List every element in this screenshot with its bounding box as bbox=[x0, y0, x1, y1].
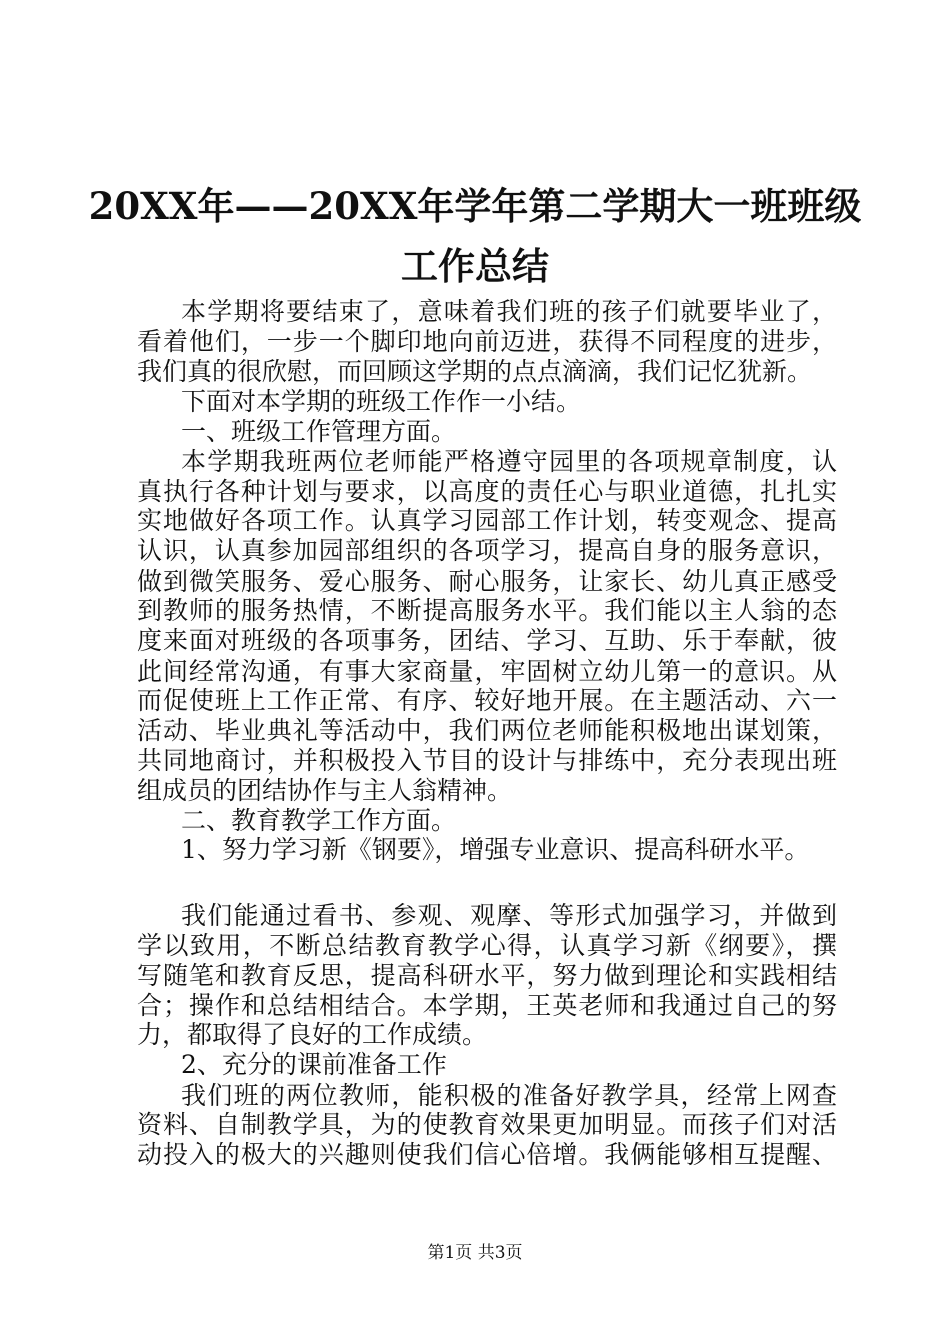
body-line: 动投入的极大的兴趣则使我们信心倍增。我俩能够相互提醒、 bbox=[137, 1140, 837, 1169]
body-line: 我们能通过看书、参观、观摩、等形式加强学习，并做到 bbox=[181, 901, 837, 930]
body-line: 我们真的很欣慰，而回顾这学期的点点滴滴，我们记忆犹新。 bbox=[137, 357, 813, 386]
section-heading: 一、班级工作管理方面。 bbox=[181, 417, 457, 446]
body-line: 共同地商讨，并积极投入节目的设计与排练中，充分表现出班 bbox=[137, 746, 837, 775]
body-line: 力，都取得了良好的工作成绩。 bbox=[137, 1020, 488, 1049]
body-line: 本学期我班两位老师能严格遵守园里的各项规章制度，认 bbox=[181, 447, 837, 476]
body-line: 合；操作和总结相结合。本学期，王英老师和我通过自己的努 bbox=[137, 991, 837, 1020]
body-line: 看着他们，一步一个脚印地向前迈进，获得不同程度的进步， bbox=[137, 327, 837, 356]
body-line: 认识，认真参加园部组织的各项学习，提高自身的服务意识， bbox=[137, 536, 837, 565]
body-line: 我们班的两位教师，能积极的准备好教学具，经常上网查 bbox=[181, 1081, 837, 1110]
body-line: 资料、自制教学具，为的使教育效果更加明显。而孩子们对活 bbox=[137, 1110, 837, 1139]
body-line: 学以致用，不断总结教育教学心得，认真学习新《纲要》，撰 bbox=[137, 931, 837, 960]
subsection-heading: 2、充分的课前准备工作 bbox=[181, 1050, 447, 1079]
body-line: 实地做好各项工作。认真学习园部工作计划，转变观念、提高 bbox=[137, 506, 837, 535]
body-line: 真执行各种计划与要求，以高度的责任心与职业道德，扎扎实 bbox=[137, 477, 837, 506]
page-footer: 第1页 共3页 bbox=[427, 1243, 523, 1263]
body-line: 下面对本学期的班级工作作一小结。 bbox=[181, 387, 582, 416]
body-line: 本学期将要结束了，意味着我们班的孩子们就要毕业了， bbox=[181, 297, 837, 326]
body-line: 到教师的服务热情，不断提高服务水平。我们能以主人翁的态 bbox=[137, 596, 837, 625]
document-title-line-2: 工作总结 bbox=[401, 244, 549, 288]
body-line: 度来面对班级的各项事务，团结、学习、互助、乐于奉献，彼 bbox=[137, 626, 837, 655]
document-title-line-1: 20XX年——20XX年学年第二学期大一班班级 bbox=[88, 184, 862, 228]
body-line: 此间经常沟通，有事大家商量，牢固树立幼儿第一的意识。从 bbox=[137, 657, 837, 686]
body-line: 而促使班上工作正常、有序、较好地开展。在主题活动、六一 bbox=[137, 686, 837, 715]
subsection-heading: 1、努力学习新《钢要》，增强专业意识、提高科研水平。 bbox=[181, 835, 810, 864]
section-heading: 二、教育教学工作方面。 bbox=[181, 806, 457, 835]
body-line: 做到微笑服务、爱心服务、耐心服务，让家长、幼儿真正感受 bbox=[137, 567, 837, 596]
body-line: 活动、毕业典礼等活动中，我们两位老师能积极地出谋划策， bbox=[137, 716, 837, 745]
body-line: 写随笔和教育反思，提高科研水平，努力做到理论和实践相结 bbox=[137, 961, 837, 990]
body-line: 组成员的团结协作与主人翁精神。 bbox=[137, 776, 513, 805]
